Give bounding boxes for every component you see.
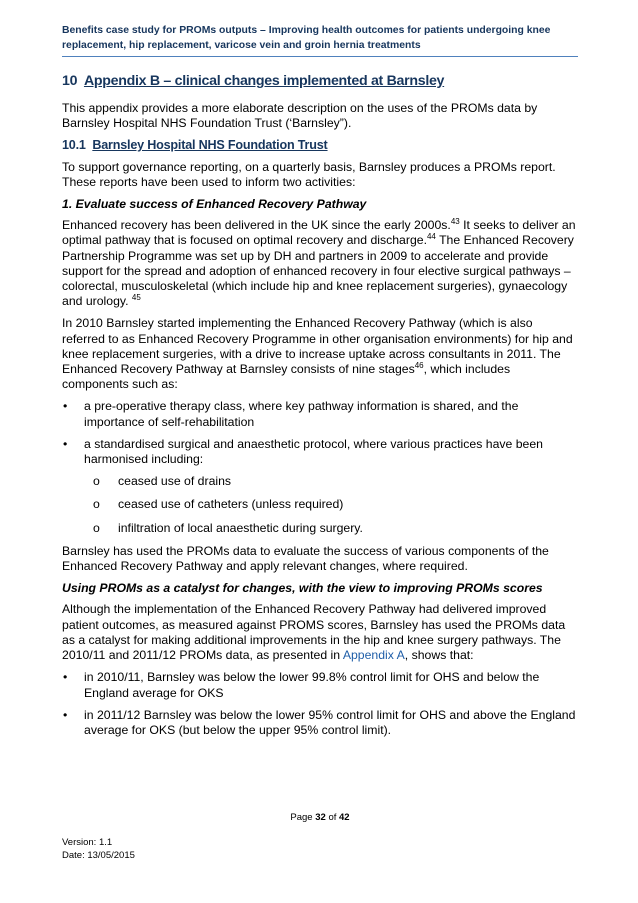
catalyst-heading: Using PROMs as a catalyst for changes, with the view to improving PROMs scores — [62, 581, 543, 596]
bullet-text: a pre-operative therapy class, where key pathway information is shared, and the importance of self-rehabilitation — [84, 399, 519, 429]
section-heading — [62, 73, 444, 89]
header-divider — [62, 56, 578, 57]
text-run: The Enhanced Recovery Partnership Programme was set up by DH and partners in 2009 to accelerate and provide support for the spread and adoption of enhanced recovery in four elective surgical pathways – colorectal, musculoskeletal (which include hip and knee replacement surgeries), gynaecology and urology. — [62, 233, 574, 309]
text-run: , which includes components such as: — [62, 362, 511, 392]
bullet-icon: • — [63, 670, 68, 685]
paragraph-evaluation: Barnsley has used the PROMs data to evaluate the success of various components of the Enhanced Recovery Pathway and apply relevant changes, where required. — [62, 543, 549, 574]
circle-bullet-icon: o — [93, 474, 100, 489]
sub-bullet-item — [62, 474, 578, 489]
bullet-icon: • — [63, 399, 68, 414]
paragraph-governance: To support governance reporting, on a quarterly basis, Barnsley produces a PROMs report. These reports have been used to inform two activities: — [62, 159, 556, 189]
paragraph-implementation — [62, 316, 578, 392]
bullet-text: in 2010/11, Barnsley was below the lower 99.8% control limit for OHS and below the England average for OKS — [84, 670, 540, 700]
bullet-text: in 2011/12 Barnsley was below the lower 95% control limit for OHS and above the England average for OKS (but below the upper 95% control limit). — [84, 707, 576, 737]
paragraph-enhanced-recovery — [62, 218, 578, 309]
section-number: 10 — [62, 73, 78, 89]
text-run: Enhanced recovery has been delivered in the UK since the early 2000s. — [62, 218, 451, 233]
bullet-text: a standardised surgical and anaesthetic protocol, where various practices have been harmonised including: — [84, 436, 543, 467]
sub-bullet-text: ceased use of drains — [118, 474, 232, 489]
of-word: of — [325, 812, 340, 823]
bullet-item — [62, 399, 578, 429]
date-label: Date: 13/05/2015 — [62, 850, 135, 861]
version-info — [62, 836, 135, 862]
sub-bullet-item — [62, 521, 578, 536]
page-number — [62, 812, 578, 823]
sub-bullet-item — [62, 497, 578, 512]
paragraph-catalyst — [62, 602, 578, 663]
text-run: It seeks to deliver an optimal pathway that is focused on optimal recovery and discharge. — [62, 218, 576, 248]
body-text — [62, 101, 578, 745]
sub-bullet-text: infiltration of local anaesthetic during surgery. — [118, 520, 363, 535]
bullet-item — [62, 670, 578, 700]
bullet-item — [62, 708, 578, 738]
text-run: In 2010 Barnsley started implementing the Enhanced Recovery Pathway (which is also referred to as Enhanced Recovery Programme in other organisation environments) for hip and knee replacement surgeries, with a drive to increase uptake across consultants in 2011. The Enhanced Recovery Pathway at Barnsley consists of nine stages — [62, 316, 573, 377]
footnote-ref[interactable]: 45 — [131, 293, 141, 303]
circle-bullet-icon: o — [93, 520, 100, 535]
circle-bullet-icon: o — [93, 497, 100, 512]
page-word: Page — [290, 812, 316, 823]
footnote-ref[interactable]: 44 — [426, 232, 436, 242]
activity-heading: 1. Evaluate success of Enhanced Recovery Pathway — [62, 197, 367, 212]
version-label: Version: 1.1 — [62, 837, 113, 848]
section-title: Appendix B – clinical changes implemented at Barnsley — [83, 73, 445, 89]
text-run: Although the implementation of the Enhanced Recovery Pathway had delivered improved patient outcomes, as measured against PROMS scores, Barnsley has used the PROMs data as a catalyst for making additional improvements in the hip and knee surgery pathways. The 2010/11 and 2011/12 PROMs data, as presented in — [62, 602, 566, 663]
page-current: 32 — [315, 812, 326, 823]
appendix-a-link[interactable]: Appendix A — [342, 648, 405, 663]
bullet-icon: • — [63, 436, 68, 451]
footnote-ref[interactable]: 46 — [414, 361, 424, 371]
footnote-ref[interactable]: 43 — [450, 217, 460, 227]
subsection-title: Barnsley Hospital NHS Foundation Trust — [92, 138, 328, 153]
sub-bullet-text: ceased use of catheters (unless required) — [118, 497, 344, 512]
subsection-number: 10.1 — [62, 138, 86, 153]
running-header: Benefits case study for PROMs outputs – Improving health outcomes for patients undergoing knee replacement, hip replacement, varicose vein and groin hernia treatments — [62, 25, 551, 51]
bullet-icon: • — [63, 707, 68, 722]
bullet-item — [62, 437, 578, 467]
section-intro: This appendix provides a more elaborate description on the uses of the PROMs data by Barnsley Hospital NHS Foundation Trust (‘Barnsley”). — [62, 101, 538, 131]
text-run: , shows that: — [404, 648, 474, 663]
subsection-heading — [62, 138, 578, 153]
page-total: 42 — [339, 812, 350, 823]
